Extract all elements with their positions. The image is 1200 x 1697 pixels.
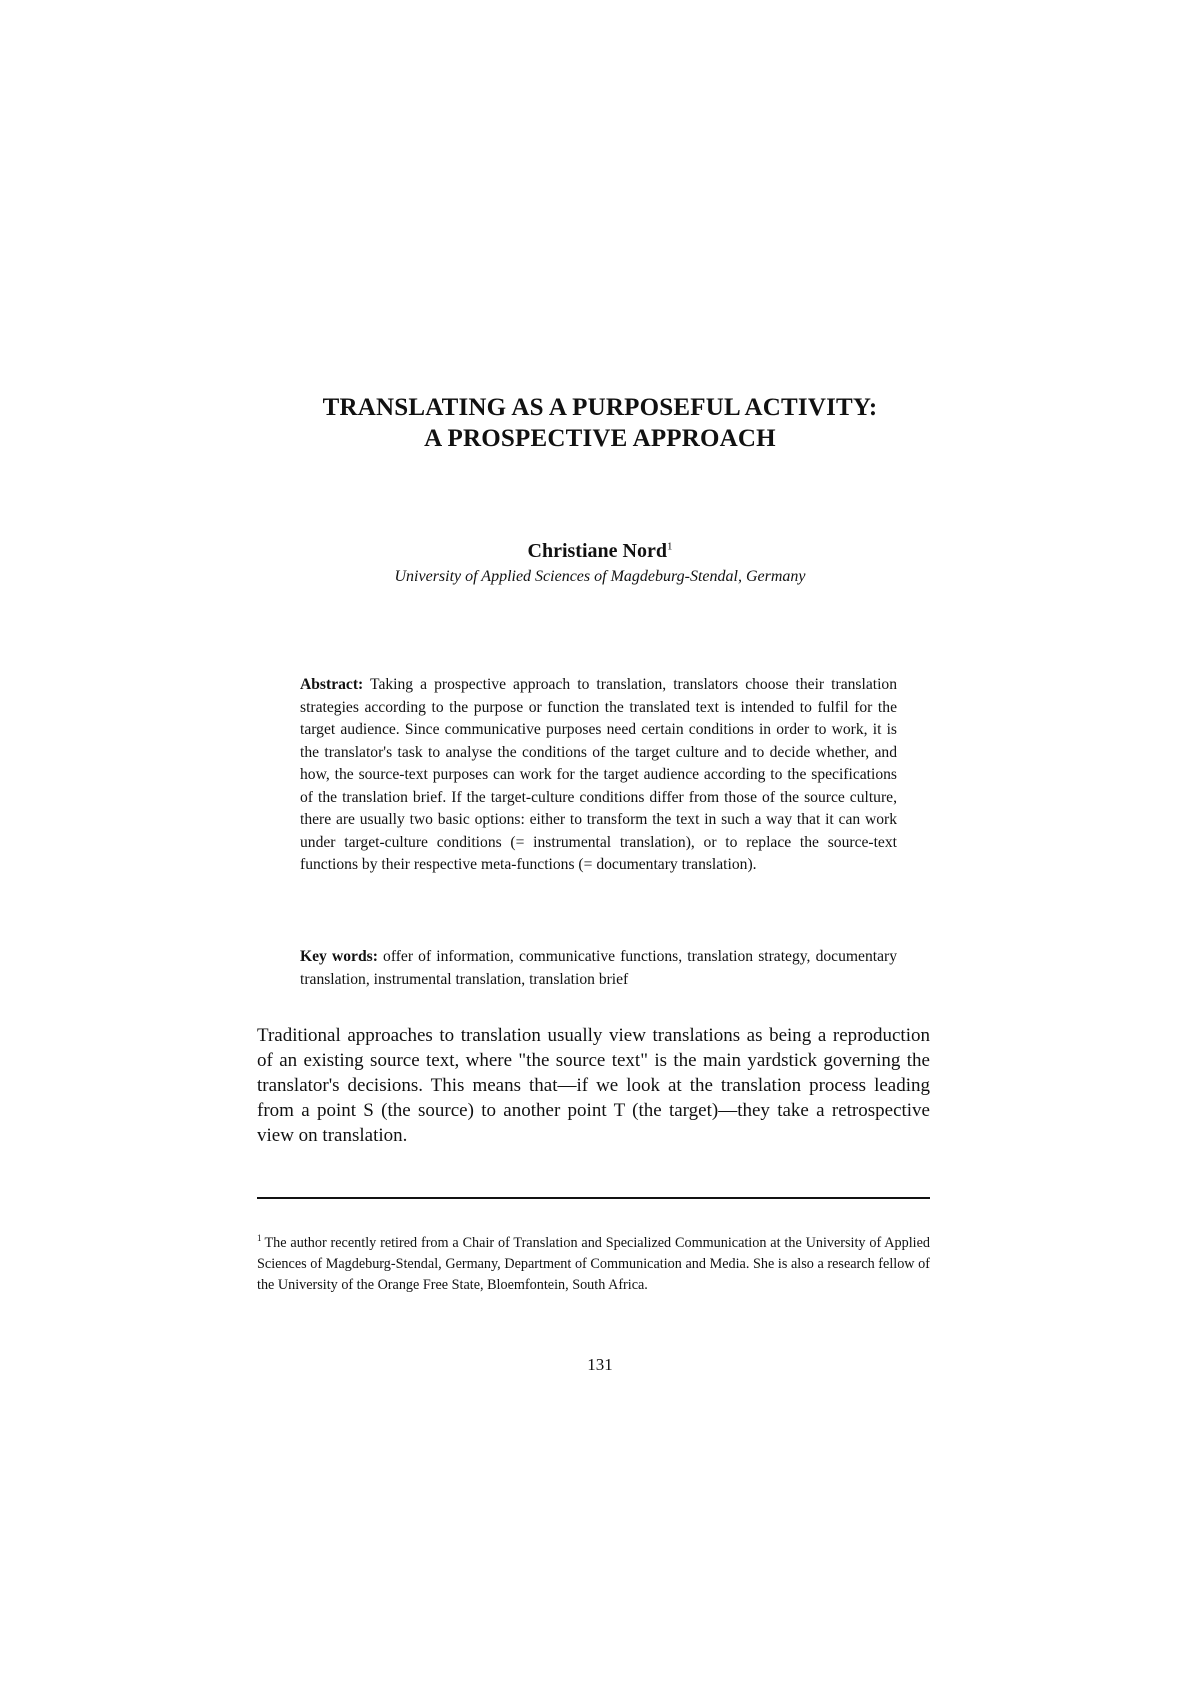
author-name: Christiane Nord — [527, 540, 667, 562]
footnote-divider — [257, 1197, 930, 1199]
abstract-text: Taking a prospective approach to translation, translators choose their translation strategies according to the purpose or function the translated text is intended to fulfil for the target audience. Since communicative purposes need certain conditions in order to work, it is the translator's task to analyse the conditions of the target culture and to decide whether, and how, the source-text purposes can work for the target audience according to the specifications of the translation brief. If the target-culture conditions differ from those of the source culture, there are usually two basic options: either to transform the text in such a way that it can work under target-culture conditions (= instrumental translation), or to replace the source-text functions by their respective meta-functions (= documentary translation). — [300, 676, 897, 873]
body-paragraph: Traditional approaches to translation usually view translations as being a reproduction of an existing source text, where "the source text" is the main yardstick governing the translator's decisions. This means that—if we look at the translation process leading from a point S (the source) to another point T (the target)—they take a retrospective view on translation. — [257, 1025, 930, 1146]
footnote — [257, 1233, 930, 1296]
title-line-2: A PROSPECTIVE APPROACH — [424, 425, 776, 452]
author-name-line — [0, 538, 1200, 564]
author-affiliation: University of Applied Sciences of Magdeburg-Stendal, Germany — [394, 568, 806, 585]
author-footnote-marker[interactable]: 1 — [666, 540, 673, 553]
paper-title — [0, 392, 1200, 454]
page-number: 131 — [587, 1355, 613, 1374]
keywords-label: Key words: — [300, 948, 378, 965]
abstract-label: Abstract: — [300, 676, 364, 693]
keywords-text: offer of information, communicative functions, translation strategy, documentary translation, instrumental translation, translation brief — [300, 948, 897, 988]
abstract — [300, 674, 897, 877]
keywords — [300, 946, 897, 991]
footnote-marker: 1 — [257, 1233, 262, 1244]
title-line-1: TRANSLATING AS A PURPOSEFUL ACTIVITY: — [322, 394, 878, 421]
author-block — [0, 538, 1200, 588]
footnote-text: The author recently retired from a Chair of Translation and Specialized Communication at the University of Applied Sciences of Magdeburg-Stendal, Germany, Department of Communication and Media. She is also a research fellow of the University of the Orange Free State, Bloemfontein, South Africa. — [257, 1235, 930, 1293]
